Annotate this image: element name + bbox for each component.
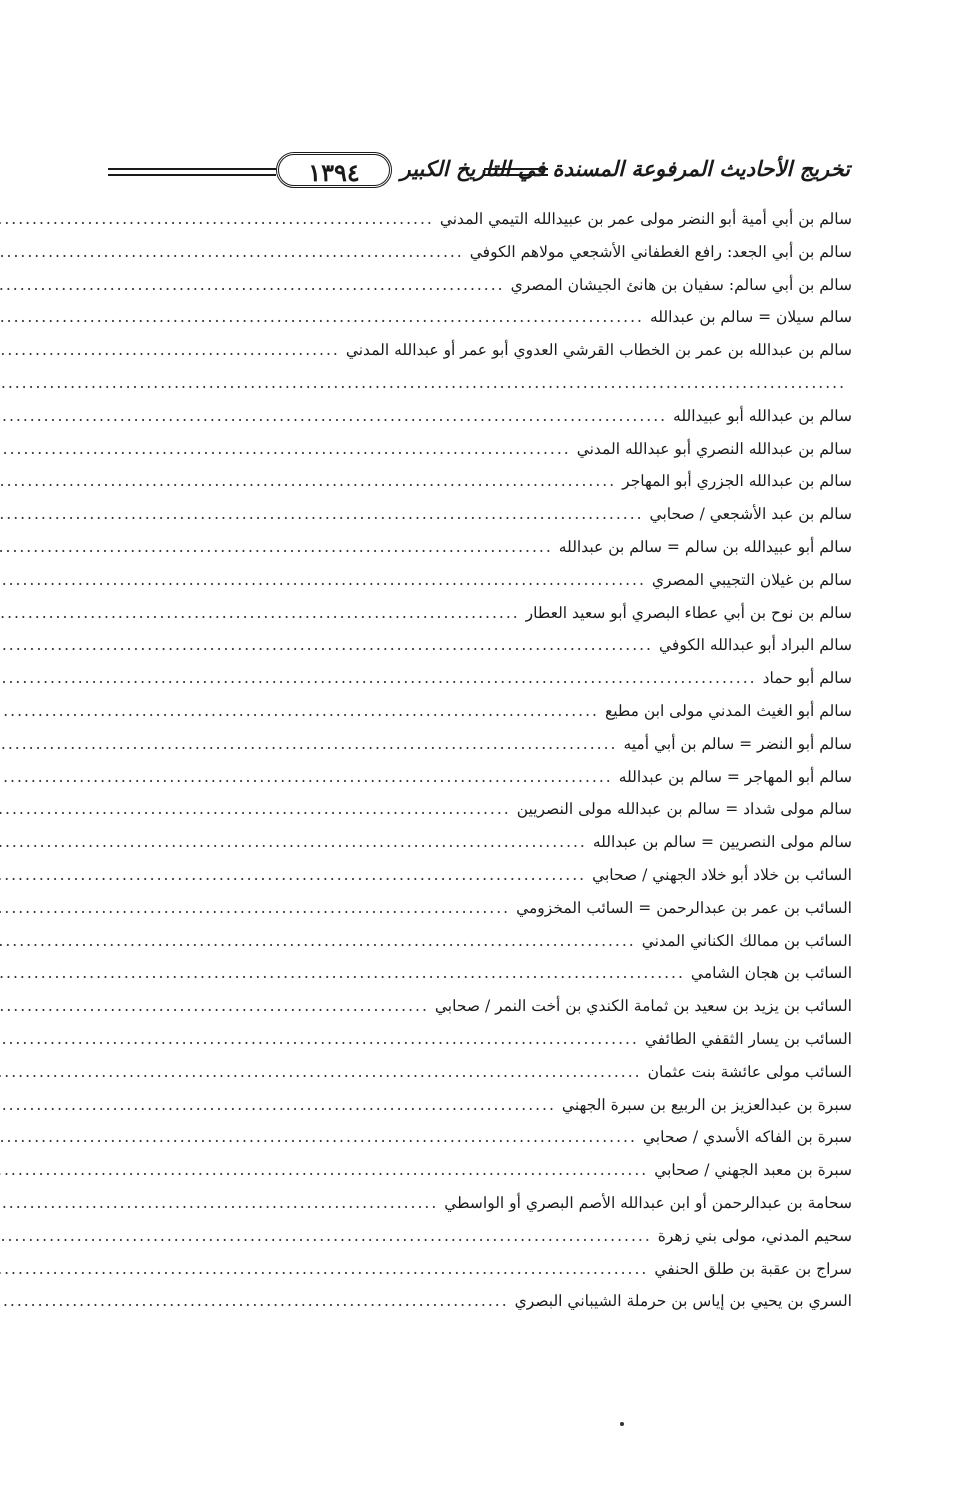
entry-name: سالم أبو حماد [762,669,852,688]
index-entry [108,1227,852,1260]
dot-leader [0,1128,637,1146]
dot-leader [0,1161,648,1179]
entry-name: سراج بن عقبة بن طلق الحنفي [654,1259,852,1278]
index-entry [108,571,852,604]
dot-leader [0,669,757,687]
book-title: تخريج الأحاديث المرفوعة المسندة في التاريخ الكبير [400,156,850,181]
index-entry [108,1194,852,1227]
index-entry [108,1292,852,1325]
entry-name: سحيم المدني، مولى بني زهرة [657,1226,852,1245]
entry-name: السائب بن يسار الثقفي الطائفي [644,1029,852,1048]
entry-name: سالم مولى شداد = سالم بن عبدالله مولى النصريين [516,800,852,819]
index-entry-continuation [108,374,852,407]
dot-leader [0,768,613,786]
entry-name: سالم بن عبدالله الجزري أبو المهاجر [622,472,852,491]
entry-name: سالم بن عبدالله النصري أبو عبدالله المدني [576,439,852,458]
footer-mark [620,1422,624,1426]
header-rule-left [108,168,276,176]
entry-name: السائب مولى عائشة بنت عثمان [647,1062,852,1081]
index-entry [108,308,852,341]
index-entry [108,440,852,473]
page-number-badge: ١٣٩٤ [276,152,392,188]
dot-leader [0,1194,438,1212]
index-entry [108,669,852,702]
index-entry [108,210,852,243]
index-entry [108,604,852,637]
entry-name: سالم بن عبد الأشجعي / صحابي [649,505,852,524]
index-entry [108,833,852,866]
entry-name: سالم أبو المهاجر = سالم بن عبدالله [618,767,852,786]
entry-name: سالم أبو الغيث المدني مولى ابن مطيع [604,701,852,720]
dot-leader [0,932,636,950]
dot-leader [0,964,685,982]
dot-leader [0,341,340,359]
dot-leader [0,538,553,556]
entry-name: سالم سيلان = سالم بن عبدالله [649,308,852,327]
index-entry [108,800,852,833]
index-entry [108,276,852,309]
index-entry [108,702,852,735]
dot-leader [0,735,617,753]
entry-name: السائب بن عمر بن عبدالرحمن = السائب المخزومي [516,898,852,917]
dot-leader [0,440,571,458]
index-entry [108,899,852,932]
entry-name: سالم مولى النصريين = سالم بن عبدالله [592,833,852,852]
dot-leader [0,1030,639,1048]
entry-name: سبرة بن عبدالعزيز بن الربيع بن سبرة الجهني [561,1095,852,1114]
dot-leader [0,505,644,523]
dot-leader [0,866,586,884]
index-entry [108,1063,852,1096]
entry-name: سبرة بن معبد الجهني / صحابي [654,1161,852,1180]
dot-leader [0,833,587,851]
index-entry [108,472,852,505]
dot-leader [0,308,644,326]
index-entry [108,341,852,374]
dot-leader [0,1227,652,1245]
dot-leader [0,702,599,720]
index-entry [108,768,852,801]
entry-name: سالم أبو النضر = سالم بن أبي أميه [623,734,852,753]
index-entry [108,932,852,965]
page-header [108,150,850,194]
entry-name: سالم بن عبدالله أبو عبيدالله [673,406,852,425]
index-entry [108,505,852,538]
entry-name: سالم بن غيلان التجيبي المصري [651,570,852,589]
index-entry [108,243,852,276]
dot-leader [0,636,653,654]
entry-name: سالم بن أبي أمية أبو النضر مولى عمر بن عبيدالله التيمي المدني [439,210,852,228]
index-entry [108,1161,852,1194]
entry-name: سالم البراد أبو عبدالله الكوفي [658,636,852,655]
dot-leader [0,899,510,917]
dot-leader [0,210,434,228]
index-entry [108,1030,852,1063]
entry-name: سبرة بن الفاكه الأسدي / صحابي [642,1128,852,1147]
dot-leader [0,571,646,589]
dot-leader [0,472,616,490]
dot-leader [0,1260,648,1278]
entry-name: السائب بن ممالك الكناني المدني [641,931,852,950]
dot-leader [0,604,520,622]
index-entry [108,964,852,997]
index-entry [108,636,852,669]
index-entry [108,1096,852,1129]
entry-name: السائب بن خلاد أبو خلاد الجهني / صحابي [592,865,852,884]
index-entry [108,866,852,899]
index-entries [108,210,852,1325]
entry-name: سحامة بن عبدالرحمن أو ابن عبدالله الأصم البصري أو الواسطي [444,1193,852,1212]
dot-leader [0,243,464,261]
dot-leader [0,374,846,392]
index-entry [108,538,852,571]
entry-name: السائب بن يزيد بن سعيد بن ثمامة الكندي بن أخت النمر / صحابي [434,997,852,1016]
dot-leader [0,800,511,818]
index-entry [108,997,852,1030]
dot-leader [0,997,429,1015]
entry-name: السري بن يحيي بن إياس بن حرملة الشيباني البصري [514,1292,852,1311]
index-entry [108,407,852,440]
dot-leader [0,407,667,425]
entry-name: السائب بن هجان الشامي [690,964,852,983]
dot-leader [0,1292,509,1310]
entry-name: سالم بن نوح بن أبي عطاء البصري أبو سعيد العطار [525,603,852,622]
entry-name: سالم أبو عبيدالله بن سالم = سالم بن عبدالله [558,537,852,556]
entry-name: سالم بن عبدالله بن عمر بن الخطاب القرشي العدوي أبو عمر أو عبدالله المدني [345,341,852,360]
header-rule-right [484,168,548,176]
index-entry [108,1260,852,1293]
dot-leader [0,276,505,294]
entry-name: سالم بن أبي سالم: سفيان بن هانئ الجيشان المصري [510,275,852,294]
dot-leader [0,1063,642,1081]
dot-leader [0,1096,556,1114]
index-entry [108,1128,852,1161]
index-entry [108,735,852,768]
entry-name: سالم بن أبي الجعد: رافع الغطفاني الأشجعي مولاهم الكوفي [469,242,852,261]
